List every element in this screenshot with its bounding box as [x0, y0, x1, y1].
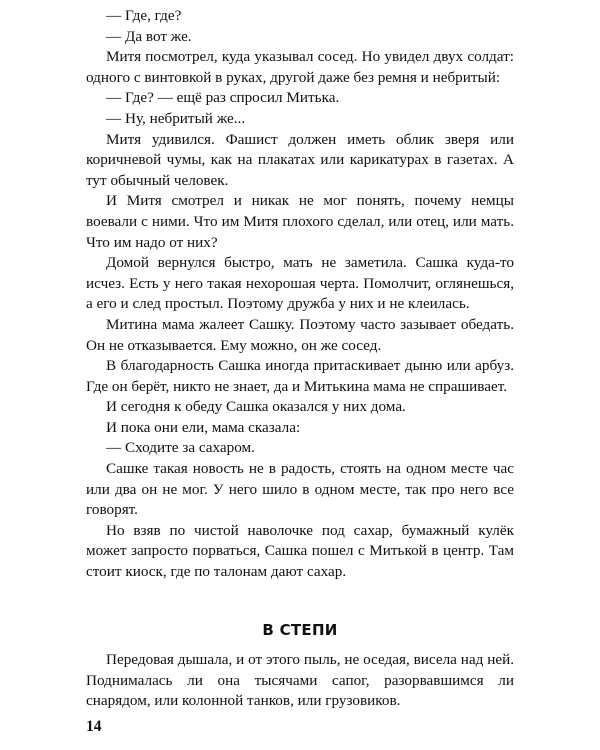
- paragraph: Митя посмотрел, куда указывал сосед. Но увидел двух солдат: одного с винтовкой в руках, другой даже без ремня и небритый:: [86, 48, 514, 86]
- paragraph: — Сходите за сахаром.: [106, 439, 255, 457]
- paragraph: — Где, где?: [106, 7, 182, 24]
- paragraph: Домой вернулся быстро, мать не заметила. Сашка куда-то исчез. Есть у него такая нехорошая черта. Помолчит, оглянешься, а его и след простыл. Поэтому дружба у них и не клеилась.: [86, 254, 514, 313]
- paragraph: В благодарность Сашка иногда притаскивает дыню или арбуз. Где он берёт, никто не знает, да и Митькина мама не спрашивает.: [86, 357, 514, 395]
- paragraph: И Митя смотрел и никак не мог понять, почему немцы воевали с ними. Что им Митя плохого сделал, или отец, или мать. Что им надо от них?: [86, 192, 514, 251]
- paragraph: И сегодня к обеду Сашка оказался у них дома.: [106, 398, 406, 416]
- paragraph: Митя удивился. Фашист должен иметь облик зверя или коричневой чумы, как на плакатах или карикатурах в газетах. А тут обычный человек.: [86, 130, 514, 189]
- chapter-heading: В СТЕПИ: [262, 621, 338, 639]
- paragraph: Митина мама жалеет Сашку. Поэтому часто зазывает обедать. Он не отказывается. Ему можно, он же сосед.: [86, 315, 514, 354]
- paragraph: — Ну, небритый же...: [106, 109, 246, 127]
- page-number: 14: [86, 718, 102, 735]
- paragraph: — Где? — ещё раз спросил Митька.: [106, 89, 340, 107]
- text-block-bottom: [86, 650, 514, 712]
- paragraph: Но взяв по чистой наволочке под сахар, бумажный кулёк может запросто порваться, Сашка пошел с Митькой в центр. Там стоит киоск, где по талонам дают сахар.: [86, 521, 514, 581]
- text-block-top: [86, 6, 514, 583]
- paragraph: Передовая дышала, и от этого пыль, не оседая, висела над ней. Поднималась ли она тысячами сапог, разорвавшимся ли снарядом, или колонной танков, или грузовиков.: [86, 651, 514, 710]
- paragraph: — Да вот же.: [106, 27, 192, 45]
- paragraph: Сашке такая новость не в радость, стоять на одном месте час или два он не мог. У него шило в одном месте, так про него все говорят.: [86, 460, 514, 519]
- paragraph: И пока они ели, мама сказала:: [106, 418, 301, 436]
